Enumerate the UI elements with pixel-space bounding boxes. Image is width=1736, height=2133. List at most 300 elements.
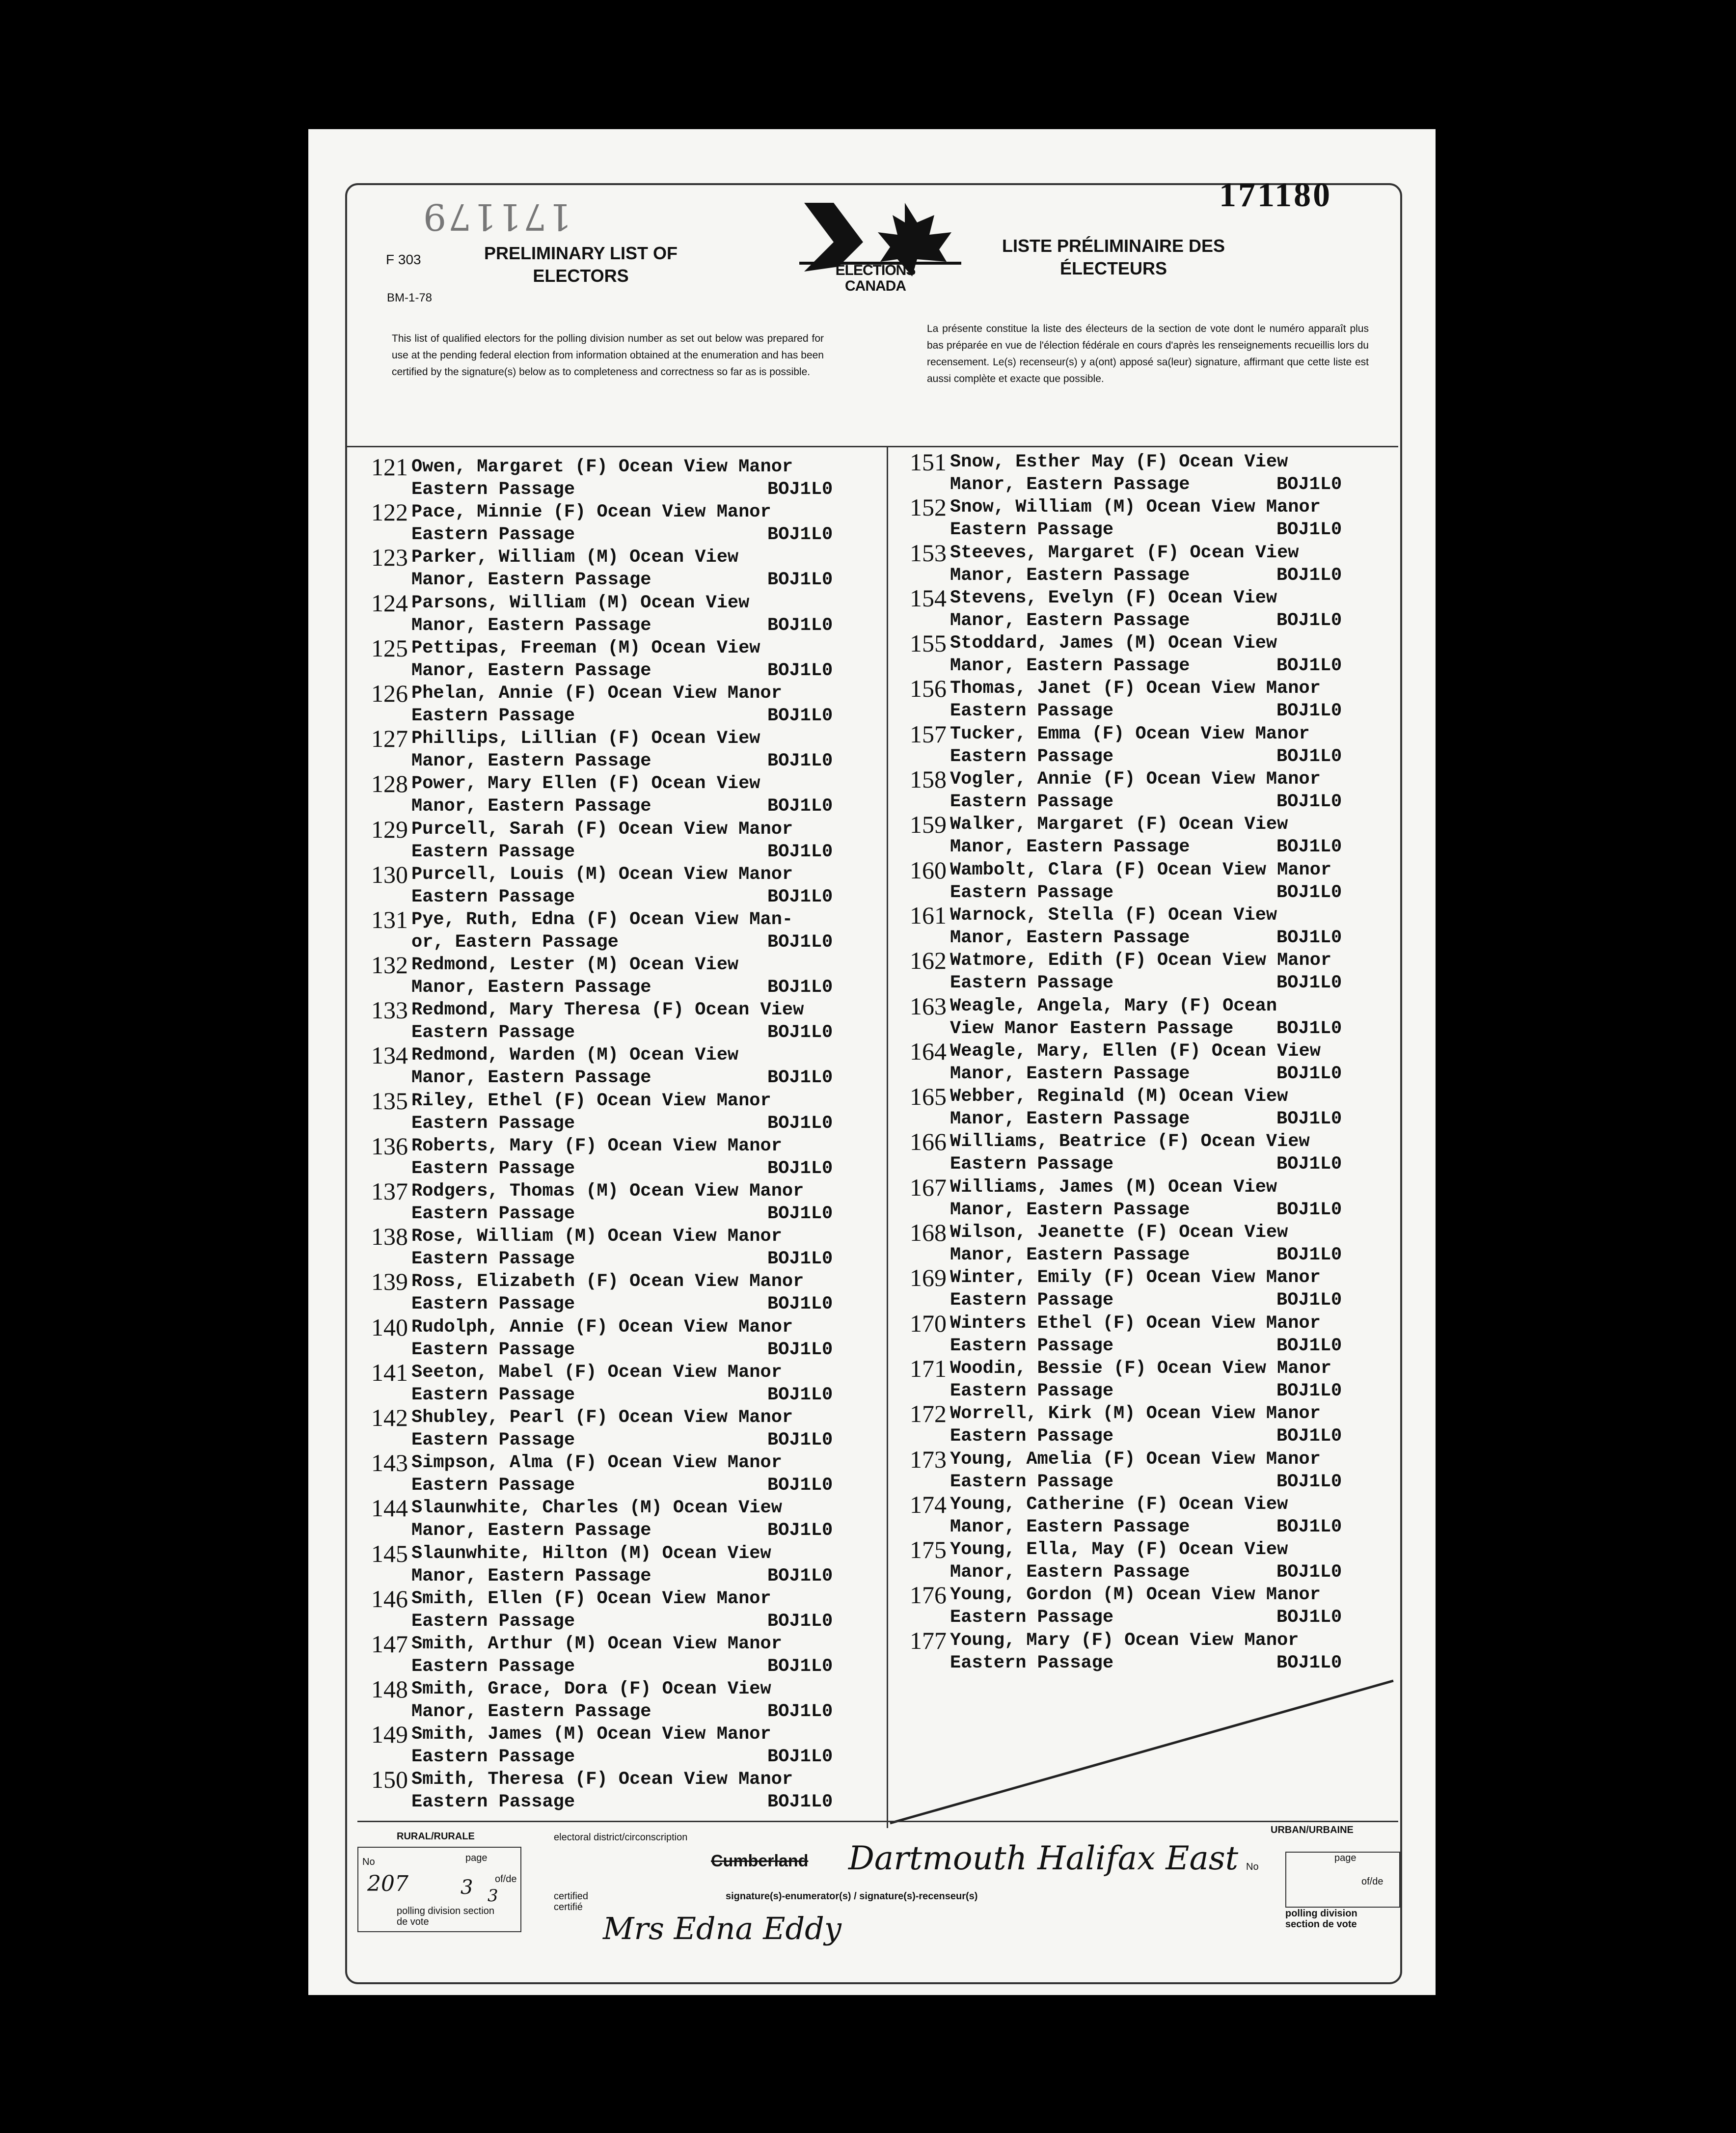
elector-address-line: Eastern Passage (950, 1607, 1114, 1628)
elector-entry (894, 1626, 1414, 1674)
urban-page-label: page (1334, 1853, 1356, 1863)
postal-code: BOJ1L0 (1276, 1652, 1342, 1673)
elector-entry (894, 1173, 1414, 1221)
elector-address-line: Eastern Passage (950, 1652, 1114, 1673)
elector-name-line: Smith, Grace, Dora (F) Ocean View (411, 1679, 771, 1700)
elector-address-line: Manor, Eastern Passage (950, 474, 1190, 495)
elector-address-line: Manor, Eastern Passage (411, 751, 651, 772)
elector-name-line: Slaunwhite, Charles (M) Ocean View (411, 1498, 782, 1519)
list-top-rule (345, 446, 1398, 447)
elector-name-line: Rudolph, Annie (F) Ocean View Manor (411, 1316, 793, 1338)
elector-entry (355, 1494, 900, 1542)
elector-number: 144 (371, 1494, 408, 1522)
elector-address-line: Manor, Eastern Passage (411, 1565, 651, 1586)
elector-number: 173 (910, 1445, 947, 1473)
elector-address-line: Eastern Passage (950, 746, 1114, 767)
of-label: of/de (495, 1874, 517, 1885)
elector-entry (355, 1539, 900, 1587)
elector-number: 142 (371, 1403, 408, 1431)
elector-address-line: Manor, Eastern Passage (411, 1701, 651, 1723)
elector-number: 121 (371, 453, 408, 481)
elector-number: 150 (371, 1766, 408, 1794)
elector-entry (355, 1270, 900, 1315)
intro-french: La présente constitue la liste des électeurs de la section de vote dont le numéro apparaît plus bas préparée en vue de l'élection fédérale en cours d'après les renseignements recueillis lors du recensement. Le(s) recenseur(s) y a(ont) apposé sa(leur) signature, affirmant que cette liste est aussi complète et exacte que possible. (927, 323, 1369, 384)
elector-number: 169 (910, 1264, 947, 1292)
elector-name-line: Watmore, Edith (F) Ocean View Manor (950, 950, 1332, 971)
elector-entry (894, 629, 1414, 677)
elector-address-line: Manor, Eastern Passage (950, 1516, 1190, 1537)
elector-name-line: Pye, Ruth, Edna (F) Ocean View Man- (411, 909, 793, 930)
elector-entry (355, 996, 900, 1044)
elector-name-line: Redmond, Warden (M) Ocean View (411, 1045, 739, 1066)
logo-wordmark: ELECTIONS CANADA (835, 262, 916, 294)
page-number: 3 (461, 1876, 473, 1899)
elector-number: 127 (371, 725, 408, 753)
postal-code: BOJ1L0 (1276, 927, 1342, 948)
postal-code: BOJ1L0 (767, 479, 833, 500)
postal-code: BOJ1L0 (1276, 746, 1342, 767)
elector-address-line: Eastern Passage (411, 1384, 575, 1405)
postal-code: BOJ1L0 (767, 570, 833, 591)
elector-address-line: Eastern Passage (411, 1022, 575, 1043)
elector-address-line: Eastern Passage (411, 1113, 575, 1134)
elector-entry (355, 1041, 900, 1089)
elector-number: 122 (371, 498, 408, 526)
elector-number: 158 (910, 766, 947, 793)
polling-division-label: polling division section de vote (397, 1906, 495, 1927)
elector-name-line: Young, Ella, May (F) Ocean View (950, 1539, 1288, 1560)
elector-name-line: Worrell, Kirk (M) Ocean View Manor (950, 1403, 1321, 1424)
urban-of-label: of/de (1361, 1876, 1383, 1887)
postal-code: BOJ1L0 (1276, 882, 1342, 903)
elector-name-line: Power, Mary Ellen (F) Ocean View (411, 773, 760, 794)
elector-name-line: Stoddard, James (M) Ocean View (950, 633, 1277, 654)
postal-code: BOJ1L0 (1276, 792, 1342, 813)
elector-name-line: Snow, Esther May (F) Ocean View (950, 452, 1288, 472)
urban-label: URBAN/URBAINE (1271, 1825, 1354, 1835)
elector-number: 141 (371, 1358, 408, 1386)
postal-code: BOJ1L0 (767, 1520, 833, 1541)
postal-code: BOJ1L0 (1276, 1245, 1342, 1266)
elector-entry (355, 772, 900, 818)
elector-address-line: Eastern Passage (950, 1471, 1114, 1492)
polling-number: 207 (367, 1871, 408, 1896)
elector-number: 139 (371, 1268, 408, 1296)
elector-number: 132 (371, 951, 408, 979)
postal-code: BOJ1L0 (1276, 1516, 1342, 1537)
postal-code: BOJ1L0 (767, 1792, 833, 1813)
electors-column-left (355, 453, 900, 1814)
district-struck-out: Cumberland (711, 1852, 809, 1870)
elector-address-line: Manor, Eastern Passage (950, 927, 1190, 948)
elector-address-line: Manor, Eastern Passage (950, 1562, 1190, 1583)
elector-name-line: Shubley, Pearl (F) Ocean View Manor (411, 1407, 793, 1428)
elector-entry (894, 539, 1414, 587)
elector-name-line: Parsons, William (M) Ocean View (411, 592, 750, 613)
elector-address-line: Eastern Passage (950, 1154, 1114, 1175)
elector-address-line: Eastern Passage (411, 1475, 575, 1496)
postal-code: BOJ1L0 (767, 1656, 833, 1677)
postal-code: BOJ1L0 (1276, 1335, 1342, 1356)
postal-code: BOJ1L0 (767, 524, 833, 546)
postal-code: BOJ1L0 (1276, 1426, 1342, 1447)
elector-entry (894, 584, 1414, 632)
elector-address-line: Eastern Passage (950, 1335, 1114, 1356)
elector-number: 167 (910, 1173, 947, 1201)
elector-number: 149 (371, 1721, 408, 1749)
elector-entry (355, 727, 900, 772)
postal-code: BOJ1L0 (1276, 1063, 1342, 1084)
elector-entry (355, 1768, 900, 1813)
elector-name-line: Smith, Ellen (F) Ocean View Manor (411, 1588, 771, 1609)
end-of-list-ruling (888, 1676, 1398, 1828)
elector-address-line: Manor, Eastern Passage (950, 1063, 1190, 1084)
form-code: F 303 (386, 252, 421, 267)
elector-name-line: Roberts, Mary (F) Ocean View Manor (411, 1135, 782, 1156)
elector-entry (894, 1309, 1414, 1357)
elector-address-line: Eastern Passage (950, 973, 1114, 994)
elector-entry (894, 1538, 1414, 1584)
elector-number: 136 (371, 1132, 408, 1160)
elector-name-line: Young, Catherine (F) Ocean View (950, 1494, 1288, 1515)
postal-code: BOJ1L0 (767, 1022, 833, 1043)
postal-code: BOJ1L0 (767, 1611, 833, 1632)
elector-entry (894, 901, 1414, 949)
elector-address-line: Manor, Eastern Passage (411, 796, 651, 817)
elector-name-line: Riley, Ethel (F) Ocean View Manor (411, 1090, 771, 1111)
elector-address-line: Manor, Eastern Passage (950, 1199, 1190, 1220)
title-english: PRELIMINARY LIST OF ELECTORS (484, 243, 678, 286)
elector-name-line: Phelan, Annie (F) Ocean View Manor (411, 683, 782, 704)
postal-code: BOJ1L0 (1276, 1109, 1342, 1130)
elector-name-line: Woodin, Bessie (F) Ocean View Manor (950, 1358, 1332, 1379)
elector-number: 172 (910, 1400, 947, 1428)
postal-code: BOJ1L0 (1276, 1380, 1342, 1401)
postal-code: BOJ1L0 (1276, 1290, 1342, 1311)
elector-name-line: Winters Ethel (F) Ocean View Manor (950, 1313, 1321, 1334)
serial-number: 171180 (1219, 176, 1332, 214)
elector-number: 159 (910, 811, 947, 839)
elector-name-line: Smith, Arthur (M) Ocean View Manor (411, 1633, 782, 1654)
elector-name-line: Owen, Margaret (F) Ocean View Manor (411, 457, 793, 477)
elector-number: 147 (371, 1630, 408, 1658)
elector-name-line: Wambolt, Clara (F) Ocean View Manor (950, 859, 1332, 880)
elector-name-line: Steeves, Margaret (F) Ocean View (950, 542, 1299, 563)
elector-number: 140 (371, 1313, 408, 1341)
page-total: 3 (488, 1886, 498, 1906)
elector-entry (894, 949, 1414, 994)
elector-entry (355, 1225, 900, 1270)
elector-entry (355, 634, 900, 682)
handwritten-reference-number: 171179 (421, 195, 572, 238)
elector-number: 138 (371, 1223, 408, 1251)
elector-name-line: Ross, Elizabeth (F) Ocean View Manor (411, 1271, 804, 1292)
postal-code: BOJ1L0 (767, 660, 833, 681)
elector-name-line: Parker, William (M) Ocean View (411, 547, 739, 568)
certified-label: certified certifié (554, 1891, 589, 1913)
elector-name-line: Weagle, Angela, Mary (F) Ocean (950, 995, 1277, 1016)
elector-name-line: Rodgers, Thomas (M) Ocean View Manor (411, 1181, 804, 1202)
postal-code: BOJ1L0 (767, 1429, 833, 1450)
elector-entry (894, 493, 1414, 541)
postal-code: BOJ1L0 (1276, 1471, 1342, 1492)
elector-address-line: Eastern Passage (411, 705, 575, 726)
postal-code: BOJ1L0 (1276, 1199, 1342, 1220)
elector-entry (894, 448, 1414, 496)
elector-address-line: Eastern Passage (411, 1339, 575, 1360)
postal-code: BOJ1L0 (767, 1747, 833, 1768)
elector-number: 155 (910, 629, 947, 657)
postal-code: BOJ1L0 (1276, 656, 1342, 677)
elector-number: 165 (910, 1083, 947, 1111)
elector-entry (894, 677, 1414, 722)
postal-code: BOJ1L0 (767, 1294, 833, 1315)
elector-address-line: Manor, Eastern Passage (950, 610, 1190, 631)
elector-number: 177 (910, 1626, 947, 1654)
postal-code: BOJ1L0 (767, 615, 833, 636)
elector-number: 176 (910, 1581, 947, 1609)
postal-code: BOJ1L0 (767, 796, 833, 817)
elector-number: 146 (371, 1585, 408, 1613)
elector-number: 131 (371, 905, 408, 933)
elector-address-line: Manor, Eastern Passage (411, 1520, 651, 1541)
elector-name-line: Rose, William (M) Ocean View Manor (411, 1226, 782, 1247)
elector-number: 129 (371, 815, 408, 843)
elector-number: 143 (371, 1449, 408, 1477)
elector-entry (355, 1723, 900, 1768)
elector-number: 151 (910, 448, 947, 476)
postal-code: BOJ1L0 (767, 1113, 833, 1134)
urban-no-label: No (1246, 1861, 1259, 1872)
elector-number: 133 (371, 996, 408, 1024)
elector-address-line: Eastern Passage (411, 1792, 575, 1813)
elector-name-line: Pettipas, Freeman (M) Ocean View (411, 637, 760, 658)
no-label: No (362, 1857, 375, 1867)
elector-name-line: Young, Amelia (F) Ocean View Manor (950, 1449, 1321, 1470)
elector-number: 154 (910, 584, 947, 612)
elector-name-line: Redmond, Mary Theresa (F) Ocean View (411, 1000, 804, 1021)
elector-number: 137 (371, 1177, 408, 1205)
elector-name-line: Simpson, Alma (F) Ocean View Manor (411, 1452, 782, 1474)
elector-entry (894, 768, 1414, 813)
elector-name-line: Winter, Emily (F) Ocean View Manor (950, 1267, 1321, 1288)
elector-entry (355, 860, 900, 908)
elector-number: 170 (910, 1309, 947, 1337)
form-date-code: BM-1-78 (387, 291, 433, 304)
elector-address-line: or, Eastern Passage (411, 931, 619, 953)
elector-address-line: Manor, Eastern Passage (411, 615, 651, 636)
urban-polling-division-label: polling division section de vote (1285, 1908, 1357, 1930)
elector-entry (894, 1402, 1414, 1448)
district-handwritten: Dartmouth Halifax East (848, 1839, 1239, 1877)
elector-entry (894, 1085, 1414, 1130)
elector-address-line: Eastern Passage (950, 701, 1114, 722)
form-footer (357, 1821, 1398, 1969)
elector-number: 134 (371, 1041, 408, 1069)
elector-address-line: Eastern Passage (411, 524, 575, 546)
elector-address-line: View Manor Eastern Passage (950, 1018, 1234, 1039)
elector-number: 164 (910, 1037, 947, 1065)
postal-code: BOJ1L0 (1276, 1607, 1342, 1628)
elector-entry (355, 589, 900, 637)
elector-address-line: Eastern Passage (411, 1294, 575, 1315)
elector-name-line: Weagle, Mary, Ellen (F) Ocean View (950, 1040, 1321, 1062)
elector-number: 128 (371, 770, 408, 798)
elector-number: 125 (371, 634, 408, 662)
elector-address-line: Manor, Eastern Passage (950, 837, 1190, 858)
elector-number: 126 (371, 679, 408, 707)
elector-name-line: Walker, Margaret (F) Ocean View (950, 814, 1288, 835)
elector-name-line: Smith, James (M) Ocean View Manor (411, 1724, 771, 1745)
elector-name-line: Purcell, Sarah (F) Ocean View Manor (411, 819, 793, 840)
elector-entry (894, 992, 1414, 1040)
elector-name-line: Vogler, Annie (F) Ocean View Manor (950, 769, 1321, 790)
postal-code: BOJ1L0 (767, 1067, 833, 1089)
elector-address-line: Eastern Passage (411, 1656, 575, 1677)
elector-address-line: Eastern Passage (950, 792, 1114, 813)
elector-name-line: Redmond, Lester (M) Ocean View (411, 955, 739, 976)
rural-label: RURAL/RURALE (397, 1831, 475, 1842)
elector-entry (894, 813, 1414, 858)
elector-number: 162 (910, 947, 947, 975)
postal-code: BOJ1L0 (1276, 565, 1342, 586)
elector-entry (355, 679, 900, 727)
enumerator-signature: Mrs Edna Eddy (603, 1911, 841, 1946)
elector-address-line: Manor, Eastern Passage (411, 570, 651, 591)
postal-code: BOJ1L0 (767, 931, 833, 953)
elector-entry (894, 1445, 1414, 1493)
elector-number: 168 (910, 1219, 947, 1247)
elector-name-line: Smith, Theresa (F) Ocean View Manor (411, 1769, 793, 1790)
elector-number: 171 (910, 1354, 947, 1382)
elector-entry (355, 1675, 900, 1723)
postal-code: BOJ1L0 (1276, 1018, 1342, 1039)
postal-code: BOJ1L0 (767, 1475, 833, 1496)
elector-name-line: Thomas, Janet (F) Ocean View Manor (950, 678, 1321, 699)
elector-number: 124 (371, 589, 408, 617)
postal-code: BOJ1L0 (767, 1384, 833, 1405)
elector-entry (894, 1581, 1414, 1629)
elector-name-line: Stevens, Evelyn (F) Ocean View (950, 587, 1277, 608)
elector-address-line: Eastern Passage (411, 886, 575, 907)
postal-code: BOJ1L0 (767, 1339, 833, 1360)
elector-name-line: Phillips, Lillian (F) Ocean View (411, 728, 760, 749)
elector-entry (894, 1221, 1414, 1266)
elector-address-line: Manor, Eastern Passage (411, 660, 651, 681)
elector-name-line: Warnock, Stella (F) Ocean View (950, 904, 1277, 926)
elector-address-line: Manor, Eastern Passage (411, 977, 651, 998)
elector-address-line: Eastern Passage (411, 1249, 575, 1270)
elector-entry (355, 498, 900, 546)
elector-address-line: Eastern Passage (950, 1290, 1114, 1311)
elector-number: 153 (910, 539, 947, 567)
elector-address-line: Manor, Eastern Passage (950, 1109, 1190, 1130)
elector-number: 160 (910, 856, 947, 884)
elector-entry (355, 1358, 900, 1406)
elector-entry (355, 951, 900, 999)
elector-number: 175 (910, 1536, 947, 1564)
postal-code: BOJ1L0 (767, 1701, 833, 1723)
title-french: LISTE PRÉLIMINAIRE DES ÉLECTEURS (1002, 236, 1225, 278)
elector-name-line: Slaunwhite, Hilton (M) Ocean View (411, 1543, 771, 1564)
electors-column-right (894, 448, 1414, 1674)
elector-entry (355, 1177, 900, 1225)
elector-name-line: Pace, Minnie (F) Ocean View Manor (411, 502, 771, 523)
elector-name-line: Webber, Reginald (M) Ocean View (950, 1086, 1288, 1107)
postal-code: BOJ1L0 (767, 841, 833, 862)
elector-address-line: Eastern Passage (411, 1429, 575, 1450)
elector-name-line: Williams, Beatrice (F) Ocean View (950, 1131, 1310, 1152)
elector-entry (894, 1130, 1414, 1176)
elector-address-line: Eastern Passage (411, 1203, 575, 1224)
elector-address-line: Eastern Passage (411, 1158, 575, 1179)
elector-address-line: Manor, Eastern Passage (950, 656, 1190, 677)
elector-number: 166 (910, 1128, 947, 1156)
elector-number: 123 (371, 544, 408, 572)
elector-number: 148 (371, 1675, 408, 1703)
elector-name-line: Purcell, Louis (M) Ocean View Manor (411, 864, 793, 885)
elector-name-line: Seeton, Mabel (F) Ocean View Manor (411, 1362, 782, 1383)
electors-list-sheet (308, 129, 1436, 1995)
elector-address-line: Eastern Passage (950, 1426, 1114, 1447)
district-label: electoral district/circonscription (554, 1832, 688, 1843)
elector-address-line: Eastern Passage (950, 882, 1114, 903)
signature-label: signature(s)-enumerator(s) / signature(s)-recenseur(s) (726, 1891, 978, 1902)
elector-entry (355, 1587, 900, 1633)
postal-code: BOJ1L0 (1276, 973, 1342, 994)
elector-entry (355, 1630, 900, 1678)
elector-address-line: Manor, Eastern Passage (950, 1245, 1190, 1266)
elector-entry (894, 1490, 1414, 1538)
elector-address-line: Eastern Passage (411, 841, 575, 862)
elector-name-line: Wilson, Jeanette (F) Ocean View (950, 1222, 1288, 1243)
elector-number: 161 (910, 901, 947, 929)
elector-name-line: Snow, William (M) Ocean View Manor (950, 497, 1321, 518)
elector-entry (355, 1451, 900, 1497)
elector-entry (355, 1313, 900, 1361)
page-label: page (465, 1853, 488, 1863)
elector-number: 145 (371, 1539, 408, 1567)
elector-number: 135 (371, 1087, 408, 1115)
intro-english: This list of qualified electors for the polling division number as set out below was prepared for use at the pending federal election from information obtained at the enumeration and has been certified by the signature(s) below as to completeness and correctness so far as is possible. (392, 333, 824, 378)
elector-name-line: Young, Gordon (M) Ocean View Manor (950, 1585, 1321, 1606)
elector-address-line: Manor, Eastern Passage (950, 565, 1190, 586)
elector-entry (355, 453, 900, 501)
elector-address-line: Eastern Passage (950, 1380, 1114, 1401)
postal-code: BOJ1L0 (1276, 701, 1342, 722)
elector-number: 163 (910, 992, 947, 1020)
elector-address-line: Eastern Passage (411, 479, 575, 500)
elector-address-line: Eastern Passage (950, 520, 1114, 541)
postal-code: BOJ1L0 (767, 751, 833, 772)
elector-entry (894, 1266, 1414, 1312)
elector-name-line: Young, Mary (F) Ocean View Manor (950, 1630, 1299, 1651)
elector-entry (894, 1354, 1414, 1402)
elector-entry (894, 1037, 1414, 1085)
postal-code: BOJ1L0 (767, 1249, 833, 1270)
postal-code: BOJ1L0 (1276, 837, 1342, 858)
postal-code: BOJ1L0 (767, 1158, 833, 1179)
elector-entry (355, 1403, 900, 1451)
elector-entry (355, 1087, 900, 1135)
postal-code: BOJ1L0 (767, 1565, 833, 1586)
elector-entry (894, 856, 1414, 904)
postal-code: BOJ1L0 (1276, 610, 1342, 631)
elector-number: 156 (910, 675, 947, 703)
elector-number: 174 (910, 1490, 947, 1518)
elector-name-line: Williams, James (M) Ocean View (950, 1176, 1277, 1198)
elector-entry (355, 546, 900, 591)
